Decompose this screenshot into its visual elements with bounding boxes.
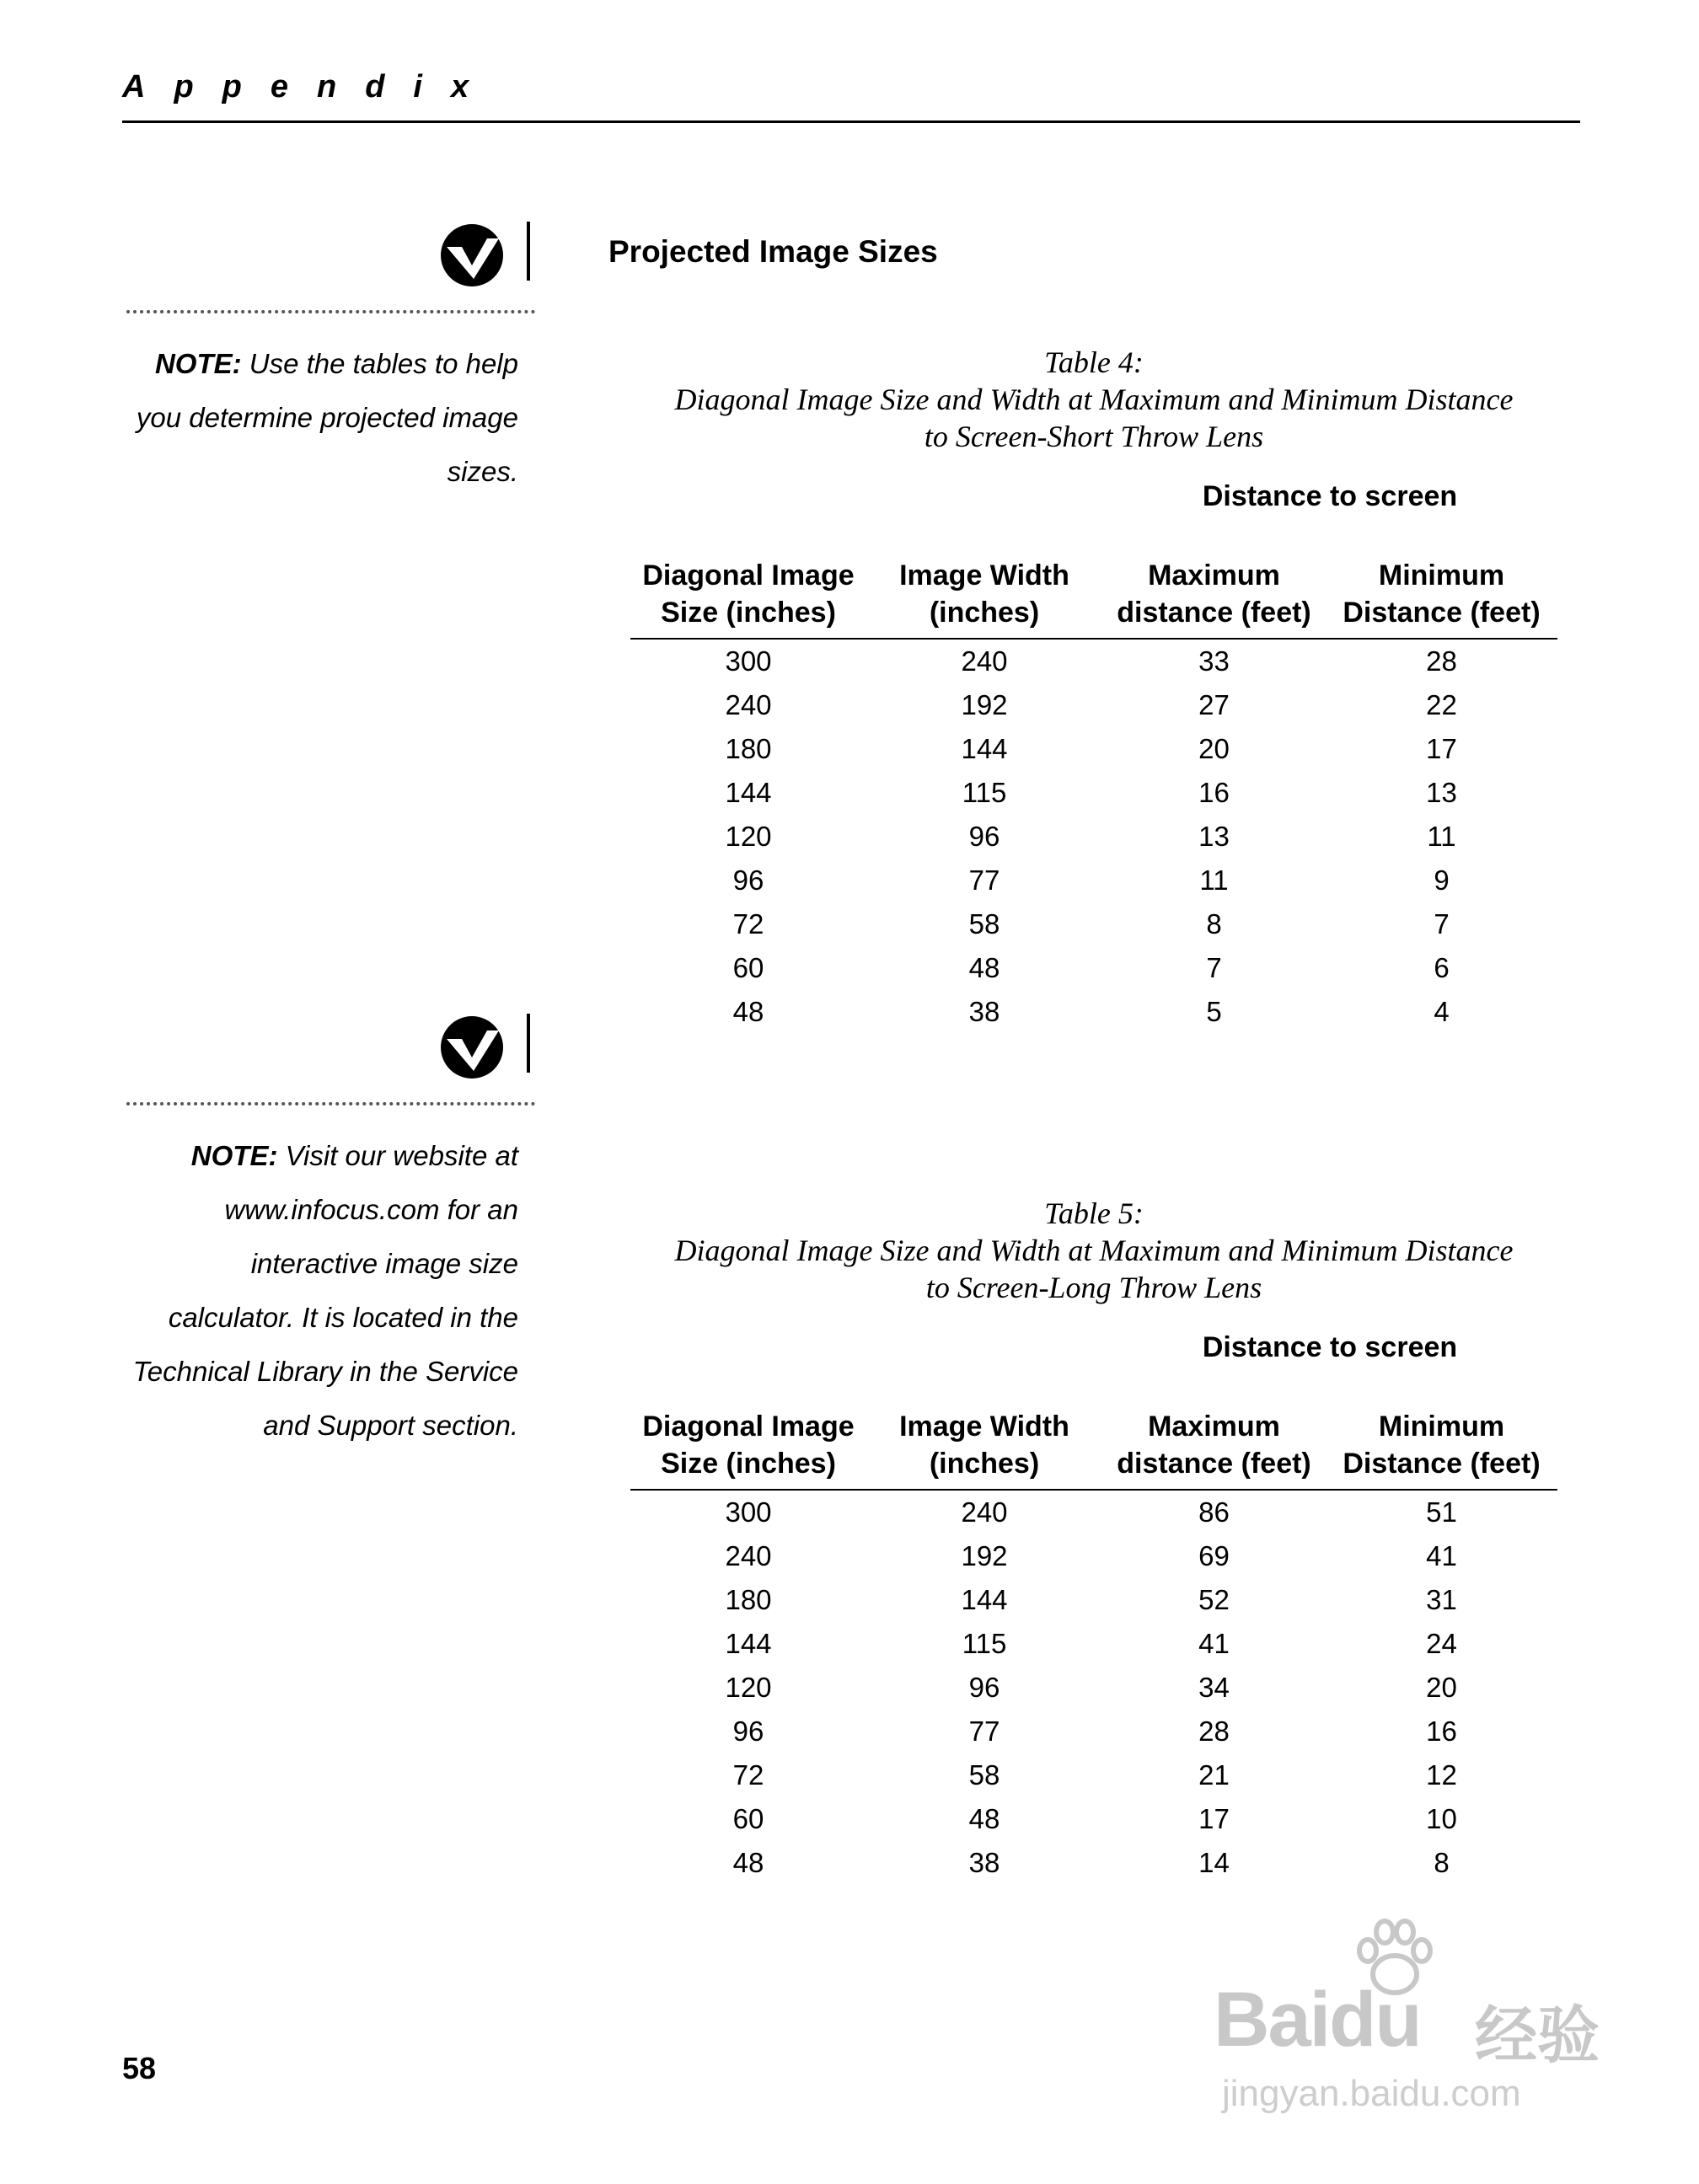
- column-header: Diagonal Image Size (inches): [642, 559, 855, 629]
- table-cell: 16: [1198, 777, 1230, 808]
- table-cell: 48: [968, 952, 1000, 983]
- table-cell: 20: [1198, 733, 1230, 764]
- table-cell: 300: [725, 645, 772, 677]
- table-cell: 180: [725, 1584, 772, 1615]
- table-cell: 34: [1198, 1672, 1230, 1703]
- table-caption: [618, 344, 1570, 455]
- data-table: [630, 480, 1557, 1034]
- table-cell: 51: [1426, 1496, 1457, 1528]
- data-table: [630, 1331, 1557, 1885]
- table-row: [630, 1622, 1557, 1666]
- table-cell: 48: [968, 1803, 1000, 1834]
- table-cell: 11: [1199, 864, 1229, 896]
- table-row: [630, 771, 1557, 815]
- table-cell: 7: [1206, 952, 1222, 983]
- table-cell: 240: [725, 689, 772, 720]
- table-cell: 192: [961, 1540, 1008, 1571]
- table-cell: 10: [1426, 1803, 1457, 1834]
- table-cell: 115: [962, 1628, 1007, 1659]
- checkmark-icon: [438, 1014, 514, 1089]
- table-row: [630, 1797, 1557, 1841]
- note-bar: [527, 1014, 530, 1073]
- table-cell: 48: [732, 1847, 764, 1878]
- table-cell: 4: [1434, 996, 1450, 1027]
- table-cell: 38: [968, 1847, 1000, 1878]
- table-cell: 58: [968, 1759, 1000, 1791]
- table-cell: 48: [732, 996, 764, 1027]
- column-headers: [630, 513, 1557, 631]
- table-row: [630, 946, 1557, 990]
- table-row: [630, 1534, 1557, 1578]
- note-bar: [527, 222, 530, 281]
- table-cell: 17: [1426, 733, 1457, 764]
- caption-title: Diagonal Image Size and Width at Maximum and Minimum Distance: [674, 383, 1514, 416]
- column-header: Minimum Distance (feet): [1343, 1410, 1541, 1480]
- note-label: NOTE:: [154, 348, 242, 379]
- column-header: Image Width (inches): [899, 559, 1069, 629]
- table-cell: 28: [1198, 1716, 1230, 1747]
- table-cell: 115: [962, 777, 1007, 808]
- table-cell: 7: [1434, 908, 1450, 939]
- watermark-brand: Baidu: [1214, 1977, 1421, 2063]
- table-row: [630, 1666, 1557, 1710]
- column-header: Diagonal Image Size (inches): [642, 1410, 855, 1480]
- table-cell: 52: [1198, 1584, 1230, 1615]
- table-cell: 41: [1426, 1540, 1457, 1571]
- section-title: Projected Image Sizes: [608, 234, 938, 269]
- table-row: [630, 815, 1557, 859]
- table-row: [630, 1841, 1557, 1885]
- table-cell: 192: [961, 689, 1008, 720]
- table-cell: 16: [1426, 1716, 1457, 1747]
- running-header: Appendix: [122, 69, 498, 104]
- table-cell: 12: [1426, 1759, 1457, 1791]
- table-cell: 17: [1198, 1803, 1230, 1834]
- table-cell: 33: [1198, 645, 1230, 677]
- caption-subtitle: to Screen-Short Throw Lens: [924, 420, 1264, 453]
- table-cell: 13: [1198, 821, 1230, 852]
- table-cell: 240: [961, 645, 1008, 677]
- dotted-rule: [126, 1102, 535, 1105]
- table-row: [630, 990, 1557, 1034]
- table-body: [630, 1491, 1557, 1885]
- column-header: Minimum Distance (feet): [1343, 559, 1541, 629]
- note-body: Visit our website at www.infocus.com for an interactive image size calculator. It is located in the Technical Library in the Service and Support section.: [132, 1140, 518, 1441]
- table-cell: 22: [1426, 689, 1457, 720]
- table-row: [630, 727, 1557, 771]
- table-cell: 120: [725, 1672, 772, 1703]
- column-headers: [630, 1364, 1557, 1482]
- caption-label: Table 4:: [1044, 345, 1144, 379]
- table-cell: 300: [725, 1496, 772, 1528]
- column-header: Image Width (inches): [899, 1410, 1069, 1480]
- group-header: Distance to screen: [1202, 1331, 1458, 1363]
- table-cell: 144: [725, 777, 772, 808]
- caption-subtitle: to Screen-Long Throw Lens: [925, 1271, 1262, 1304]
- caption-title: Diagonal Image Size and Width at Maximum and Minimum Distance: [674, 1234, 1514, 1267]
- note-body: Use the tables to help you determine projected image sizes.: [136, 348, 518, 487]
- watermark-brand-cn: 经验: [1475, 1999, 1600, 2072]
- column-header: Maximum distance (feet): [1117, 1410, 1311, 1480]
- table-cell: 31: [1426, 1584, 1457, 1615]
- table-cell: 13: [1426, 777, 1457, 808]
- table-row: [630, 640, 1557, 683]
- header-rule: [122, 120, 1580, 123]
- dotted-rule: [126, 310, 535, 313]
- table-cell: 144: [725, 1628, 772, 1659]
- table-row: [630, 1578, 1557, 1622]
- table-row: [630, 902, 1557, 946]
- table-cell: 38: [968, 996, 1000, 1027]
- table-cell: 28: [1426, 645, 1457, 677]
- table-cell: 6: [1434, 952, 1450, 983]
- table-cell: 27: [1198, 689, 1230, 720]
- table-cell: 144: [961, 733, 1008, 764]
- checkmark-icon: [438, 222, 514, 297]
- table-cell: 8: [1434, 1847, 1450, 1878]
- table-cell: 69: [1198, 1540, 1230, 1571]
- table-cell: 96: [968, 1672, 1000, 1703]
- table-cell: 96: [968, 821, 1000, 852]
- table-cell: 5: [1206, 996, 1222, 1027]
- caption-label: Table 5:: [1044, 1196, 1144, 1230]
- table-cell: 96: [732, 864, 764, 896]
- table-cell: 144: [961, 1584, 1008, 1615]
- table-cell: 20: [1426, 1672, 1457, 1703]
- watermark-url: jingyan.baidu.com: [1222, 2073, 1521, 2114]
- page-number: 58: [122, 2051, 157, 2085]
- table-cell: 77: [968, 864, 1000, 896]
- table-row: [630, 683, 1557, 727]
- table-body: [630, 640, 1557, 1034]
- table-cell: 240: [961, 1496, 1008, 1528]
- table-cell: 60: [732, 952, 764, 983]
- table-row: [630, 1491, 1557, 1534]
- note-label: NOTE:: [190, 1140, 278, 1171]
- table-cell: 41: [1198, 1628, 1230, 1659]
- table-cell: 21: [1198, 1759, 1230, 1791]
- table-cell: 86: [1198, 1496, 1230, 1528]
- table-cell: 58: [968, 908, 1000, 939]
- table-cell: 14: [1198, 1847, 1230, 1878]
- table-cell: 8: [1206, 908, 1222, 939]
- table-cell: 11: [1427, 821, 1456, 852]
- table-cell: 240: [725, 1540, 772, 1571]
- table-cell: 180: [725, 733, 772, 764]
- note-1: [122, 337, 518, 499]
- table-cell: 72: [732, 908, 764, 939]
- table-row: [630, 1753, 1557, 1797]
- note-2: [122, 1129, 518, 1453]
- table-cell: 60: [732, 1803, 764, 1834]
- group-header: Distance to screen: [1202, 480, 1458, 512]
- table-cell: 96: [732, 1716, 764, 1747]
- table-row: [630, 859, 1557, 902]
- table-row: [630, 1710, 1557, 1753]
- table-cell: 72: [732, 1759, 764, 1791]
- table-cell: 24: [1426, 1628, 1457, 1659]
- table-caption: [618, 1195, 1570, 1306]
- table-cell: 120: [725, 821, 772, 852]
- watermark: [1197, 1917, 1618, 2136]
- column-header: Maximum distance (feet): [1117, 559, 1311, 629]
- table-cell: 9: [1434, 864, 1450, 896]
- table-cell: 77: [968, 1716, 1000, 1747]
